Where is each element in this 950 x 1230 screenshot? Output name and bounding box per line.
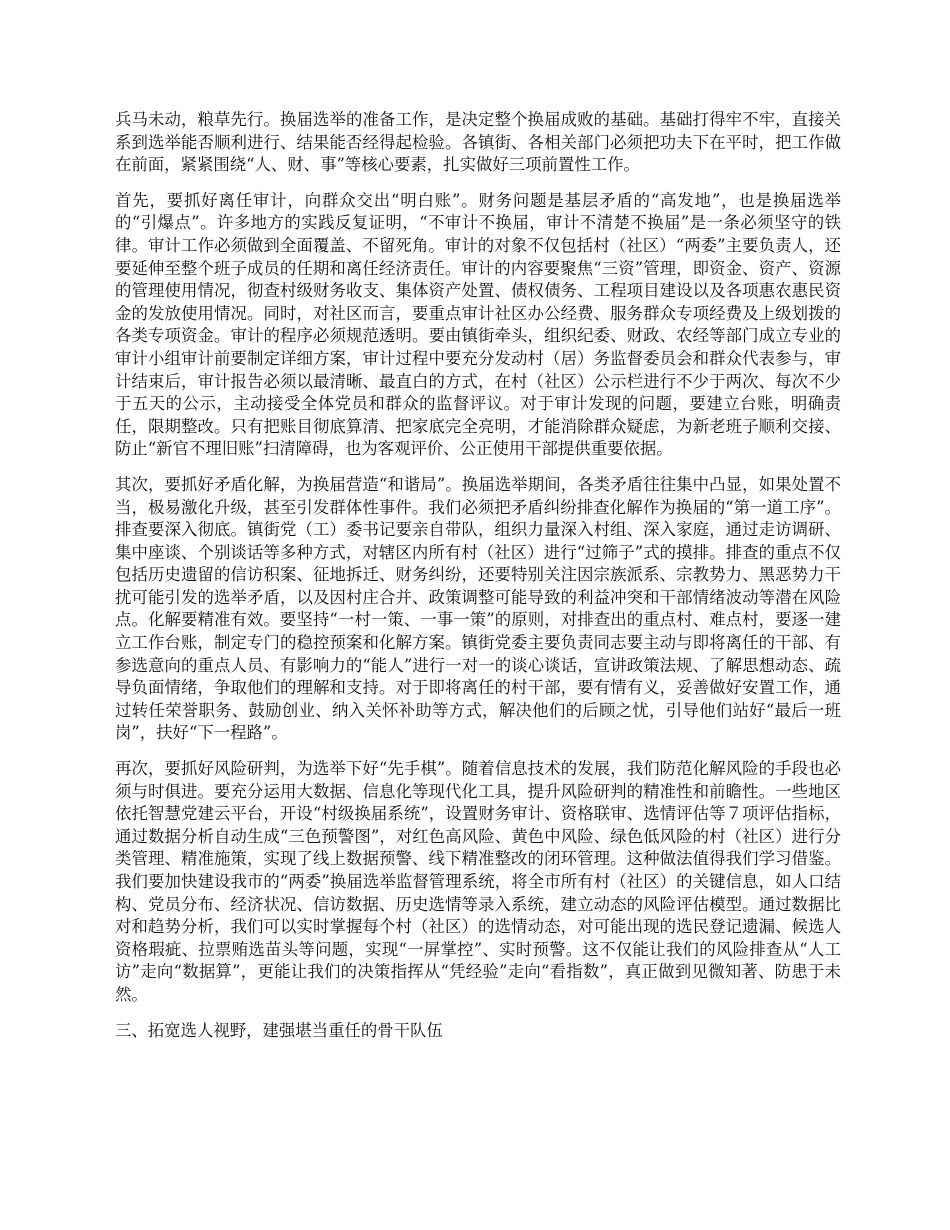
document-body (115, 109, 841, 1055)
paragraph-audit: 首先，要抓好离任审计，向群众交出“明白账”。财务问题是基层矛盾的“高发地”，也是换届选举的“引爆点”。许多地方的实践反复证明，“不审计不换届，审计不清楚不换届”是一条必须坚守的铁律。审计工作必须做到全面覆盖、不留死角。审计的对象不仅包括村（社区）“两委”主要负责人，还要延伸至整个班子成员的任期和离任经济责任。审计的内容要聚焦“三资”管理，即资金、资产、资源的管理使用情况，彻查村级财务收支、集体资产处置、债权债务、工程项目建设以及各项惠农惠民资金的发放使用情况。同时，对社区而言，要重点审计社区办公经费、服务群众专项经费及上级划拨的各类专项资金。审计的程序必须规范透明。要由镇街牵头，组织纪委、财政、农经等部门成立专业的审计小组审计前要制定详细方案，审计过程中要充分发动村（居）务监督委员会和群众代表参与，审计结束后，审计报告必须以最清晰、最直白的方式，在村（社区）公示栏进行不少于两次、每次不少于五天的公示，主动接受全体党员和群众的监督评议。对于审计发现的问题，要建立台账，明确责任，限期整改。只有把账目彻底算清、把家底完全亮明，才能消除群众疑虑，为新老班子顺利交接、防止“新官不理旧账”扫清障碍，也为客观评价、公正使用干部提供重要依据。 (115, 190, 841, 459)
section-heading: 三、拓宽选人视野，建强堪当重任的骨干队伍 (115, 1020, 443, 1040)
paragraph-risk-assessment: 再次，要抓好风险研判，为选举下好“先手棋”。随着信息技术的发展，我们防范化解风险的手段也必须与时俱进。要充分运用大数据、信息化等现代化工具，提升风险研判的精准性和前瞻性。一些地区依托智慧党建云平台，开设“村级换届系统”，设置财务审计、资格联审、选情评估等７项评估指标，通过数据分析自动生成“三色预警图”，对红色高风险、黄色中风险、绿色低风险的村（社区）进行分类管理、精准施策，实现了线上数据预警、线下精准整改的闭环管理。这种做法值得我们学习借鉴。我们要加快建设我市的“两委”换届选举监督管理系统，将全市所有村（社区）的关键信息，如人口结构、党员分布、经济状况、信访数据、历史选情等录入系统，建立动态的风险评估模型。通过数据比对和趋势分析，我们可以实时掌握每个村（社区）的选情动态，对可能出现的选民登记遗漏、候选人资格瑕疵、拉票贿选苗头等问题，实现“一屏掌控”、实时预警。这不仅能让我们的风险排查从“人工访”走向“数据算”，更能让我们的决策指挥从“凭经验”走向“看指数”，真正做到见微知著、防患于未然。 (115, 759, 841, 1004)
paragraph-conflict-resolution: 其次，要抓好矛盾化解，为换届营造“和谐局”。换届选举期间，各类矛盾往往集中凸显，如果处置不当，极易激化升级，甚至引发群体性事件。我们必须把矛盾纠纷排查化解作为换届的“第一道工序”。排查要深入彻底。镇街党（工）委书记要亲自带队，组织力量深入村组、深入家庭，通过走访调研、集中座谈、个别谈话等多种方式，对辖区内所有村（社区）进行“过筛子”式的摸排。排查的重点不仅包括历史遗留的信访积案、征地拆迁、财务纠纷，还要特别关注因宗族派系、宗教势力、黑恶势力干扰可能引发的选举矛盾，以及因村庄合并、政策调整可能导致的利益冲突和干部情绪波动等潜在风险点。化解要精准有效。要坚持“一村一策、一事一策”的原则，对排查出的重点村、难点村，要逐一建立工作台账，制定专门的稳控预案和化解方案。镇街党委主要负责同志要主动与即将离任的干部、有参选意向的重点人员、有影响力的“能人”进行一对一的谈心谈话，宣讲政策法规、了解思想动态、疏导负面情绪，争取他们的理解和支持。对于即将离任的村干部，要有情有义，妥善做好安置工作，通过转任荣誉职务、鼓励创业、纳入关怀补助等方式，解决他们的后顾之忧，引导他们站好“最后一班岗”，扶好“下一程路”。 (115, 474, 841, 743)
paragraph-intro: 兵马未动，粮草先行。换届选举的准备工作，是决定整个换届成败的基础。基础打得牢不牢，直接关系到选举能否顺利进行、结果能否经得起检验。各镇街、各相关部门必须把功夫下在平时，把工作做在前面，紧紧围绕“人、财、事”等核心要素，扎实做好三项前置性工作。 (115, 110, 841, 175)
